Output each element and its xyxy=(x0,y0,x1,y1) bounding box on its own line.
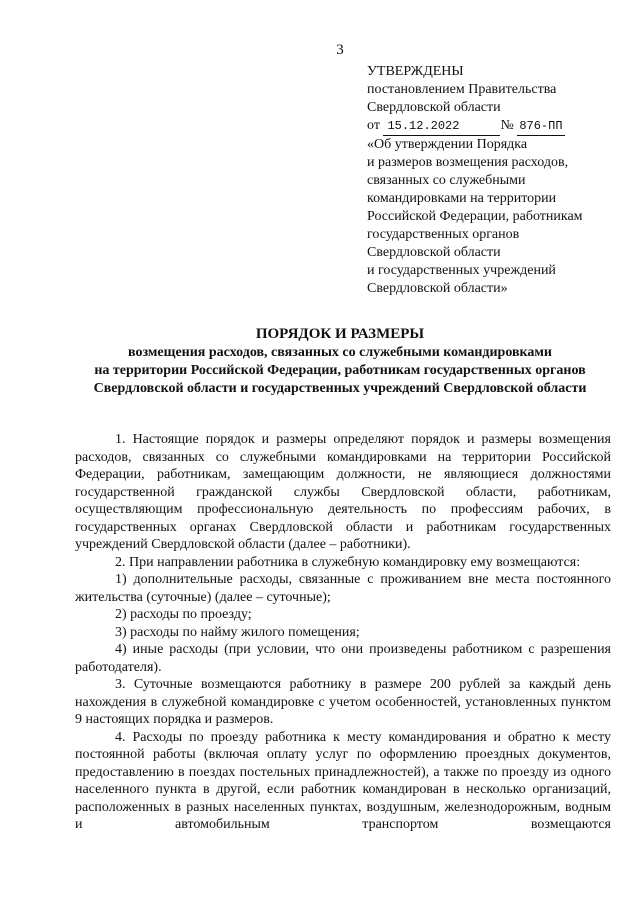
title-line: возмещения расходов, связанных со служебными командировками xyxy=(127,345,552,360)
paragraph: 3) расходы по найму жилого помещения; xyxy=(115,624,360,640)
document-title xyxy=(60,325,620,398)
approval-line: и государственных учреждений xyxy=(367,263,556,278)
approval-heading: УТВЕРЖДЕНЫ xyxy=(367,64,464,79)
paragraph: 4) иные расходы (при условии, что они произведены работником с разрешения работодателя). xyxy=(75,642,611,675)
paragraph: 1. Настоящие порядок и размеры определяют порядок и размеры возмещения расходов, связанных со служебными командировками на территории Российской Федерации, работникам, замещающим должности, не являющиеся должностями государственной гражданской службы Свердловской области, работникам, осуществляющим профессиональную деятельность по профессиям рабочих, в государственных органах Свердловской области и работникам государственных учреждений Свердловской области (далее – работники). xyxy=(75,432,611,552)
title-line: Свердловской области и государственных учреждений Свердловской области xyxy=(93,381,587,396)
approval-line: постановлением Правительства xyxy=(367,82,557,97)
paragraph: 2. При направлении работника в служебную командировку ему возмещаются: xyxy=(115,554,581,570)
approval-line: Российской Федерации, работникам xyxy=(367,209,583,224)
approval-line: и размеров возмещения расходов, xyxy=(367,155,569,170)
title-main: ПОРЯДОК И РАЗМЕРЫ xyxy=(255,326,425,342)
title-line: на территории Российской Федерации, работникам государственных органов xyxy=(94,363,586,378)
approval-line: связанных со служебными xyxy=(367,173,526,188)
document-body xyxy=(75,431,611,834)
approval-line: Свердловской области» xyxy=(367,281,508,296)
approval-line: Свердловской области xyxy=(367,100,501,115)
number-prefix: № xyxy=(500,118,514,133)
paragraph: 4. Расходы по проезду работника к месту командирования и обратно к месту постоянной работы (включая оплату услуг по оформлению проездных документов, предоставлению в поездах постельных принадлежностей), а также по проезду из одного населенного пункта в другой, если работник командирован в несколько организаций, расположенных в разных населенных пунктах, воздушным, железнодорожным, водным и автомобильным транспортом возмещаются xyxy=(75,729,611,832)
approval-date: 15.12.2022 xyxy=(387,119,460,133)
approval-line: командировками на территории xyxy=(367,191,557,206)
paragraph: 3. Суточные возмещаются работнику в размере 200 рублей за каждый день нахождения в служебной командировке с учетом особенностей, установленных пунктом 9 настоящих порядка и размеров. xyxy=(75,677,611,727)
page-number: 3 xyxy=(336,42,344,58)
paragraph: 2) расходы по проезду; xyxy=(115,607,252,622)
approval-line: «Об утверждении Порядка xyxy=(367,137,528,152)
date-prefix: от xyxy=(367,118,380,133)
approval-line: Свердловской области xyxy=(367,245,501,260)
approval-block xyxy=(367,63,617,298)
approval-date-line xyxy=(367,117,617,136)
paragraph: 1) дополнительные расходы, связанные с проживанием вне места постоянного жительства (суточные) (далее – суточные); xyxy=(75,572,611,605)
approval-line: государственных органов xyxy=(367,227,520,242)
approval-number: 876-ПП xyxy=(519,119,563,133)
